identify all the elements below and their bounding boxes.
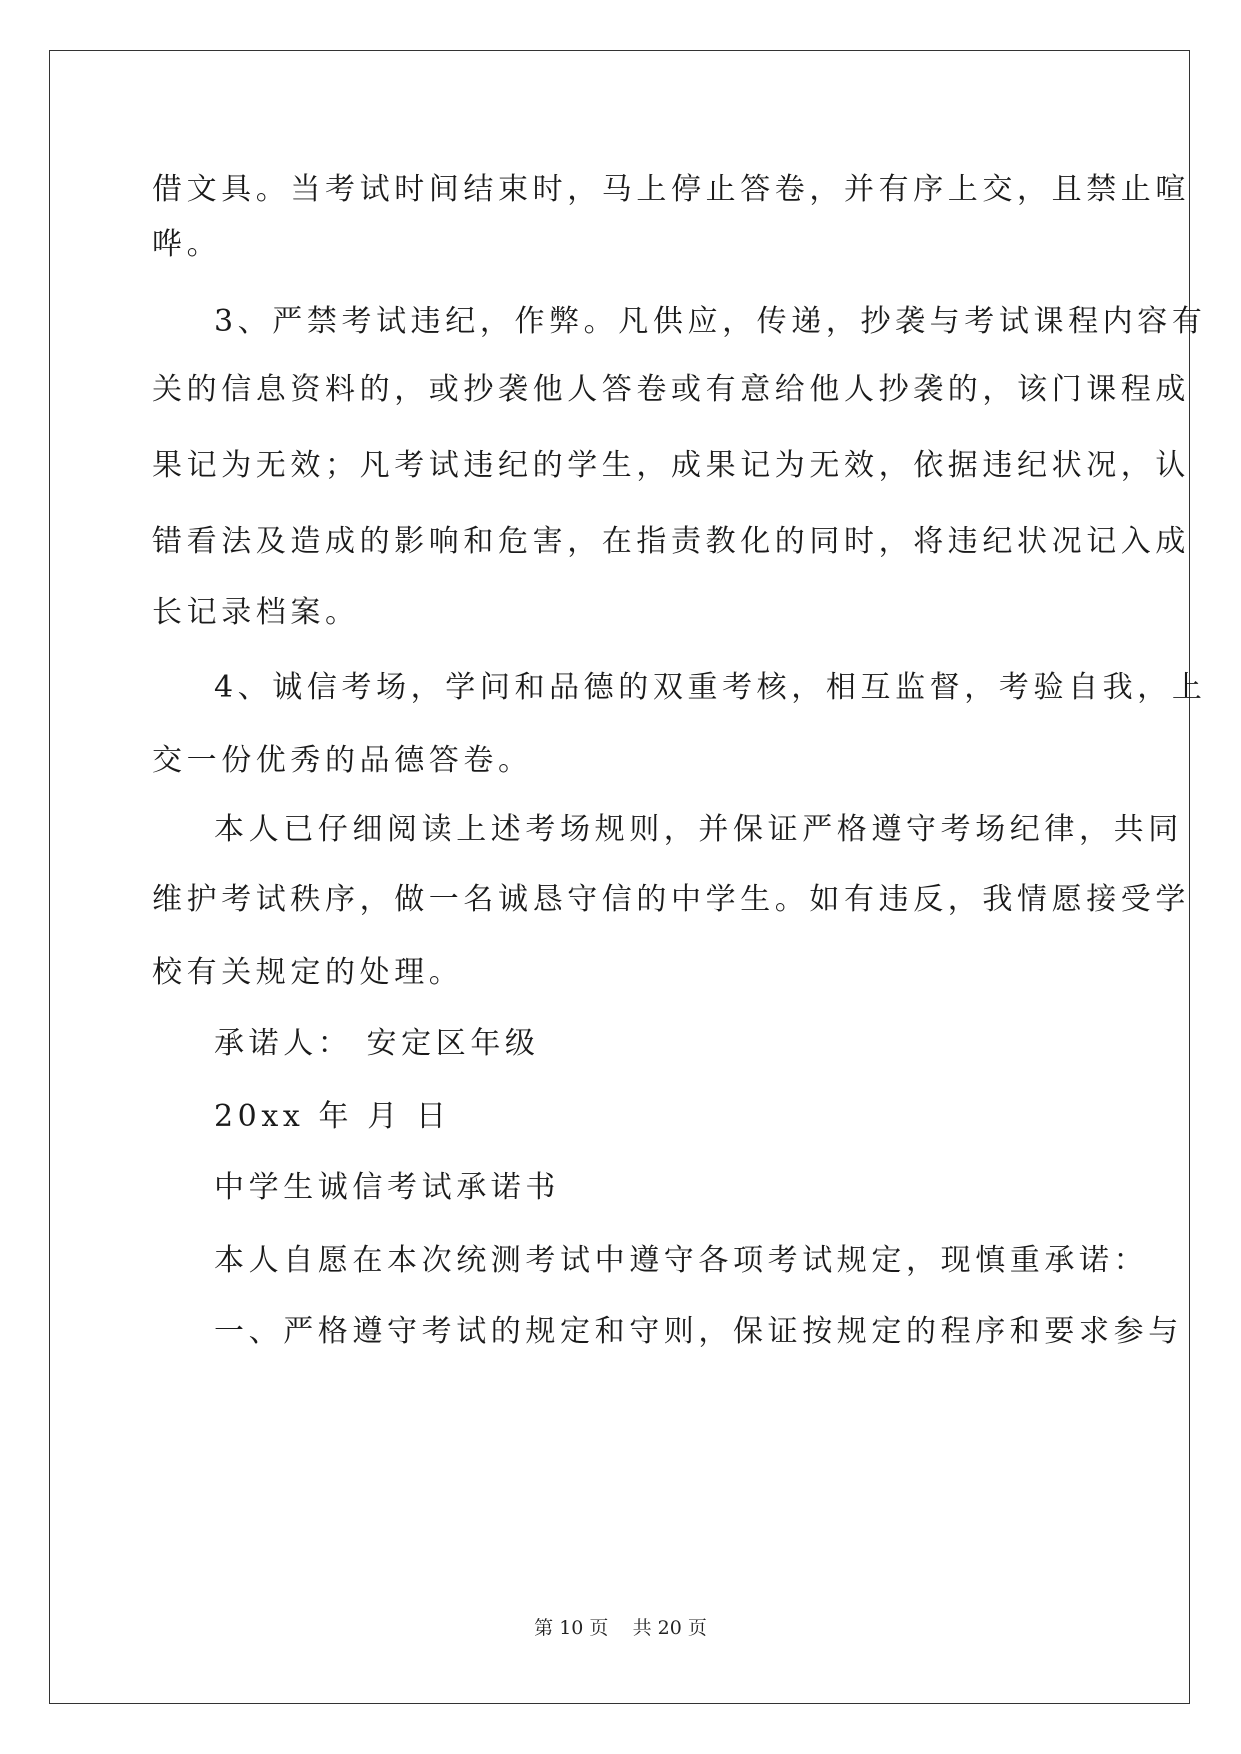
body-line-3: 3、严禁考试违纪，作弊。凡供应，传递，抄袭与考试课程内容有 [214,304,1207,339]
body-line-12: 校有关规定的处理。 [152,955,464,990]
body-line-8: 4、诚信考场，学问和品德的双重考核，相互监督，考验自我，上 [214,670,1207,705]
body-line-1: 借文具。当考试时间结束时，马上停止答卷，并有序上交，且禁止喧 [152,172,1190,207]
body-line-5: 果记为无效；凡考试违纪的学生，成果记为无效，依据违纪状况，认 [152,448,1190,483]
date-line: 20xx 年 月 日 [214,1099,451,1134]
body-line-11: 维护考试秩序，做一名诚恳守信的中学生。如有违反，我情愿接受学 [152,882,1190,917]
body-line-6: 错看法及造成的影响和危害，在指责教化的同时，将违纪状况记入成 [152,524,1190,559]
body-line-4: 关的信息资料的，或抄袭他人答卷或有意给他人抄袭的，该门课程成 [152,372,1190,407]
body-line-17: 一、严格遵守考试的规定和守则，保证按规定的程序和要求参与 [214,1314,1183,1349]
body-line-16: 本人自愿在本次统测考试中遵守各项考试规定，现慎重承诺： [214,1243,1149,1278]
body-line-9: 交一份优秀的品德答卷。 [152,743,533,778]
section-title: 中学生诚信考试承诺书 [214,1170,560,1205]
page-number-footer: 第 10 页 共 20 页 [534,1617,707,1639]
body-line-7: 长记录档案。 [152,595,360,630]
signatory-line: 承诺人： 安定区年级 [214,1026,540,1061]
page-border [49,50,1190,1704]
body-line-10: 本人已仔细阅读上述考场规则，并保证严格遵守考场纪律，共同 [214,812,1183,847]
body-line-2: 哗。 [152,227,222,262]
